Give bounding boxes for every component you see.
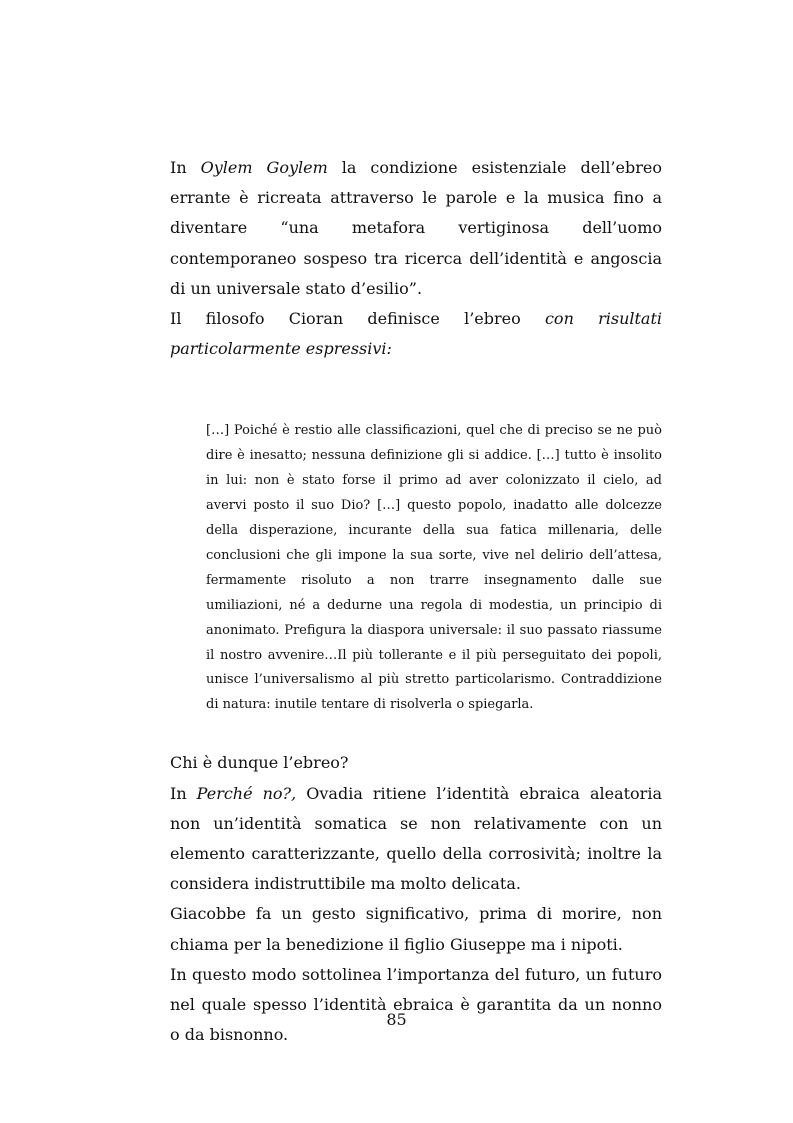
paragraph-1-lead: In [170,158,201,177]
paragraph-giacobbe: Giacobbe fa un gesto significativo, prima di morire, non chiama per la benedizione il figlio Giuseppe ma i nipoti. [170,904,662,954]
block-quote: […] Poiché è restio alle classificazioni, quel che di preciso se ne può dire è inesatto; nessuna definizione gli si addice. […] tutto è insolito in lui: non è stato forse il primo ad aver colonizzato il cielo, ad avervi posto il suo Dio? […] questo popolo, inadatto alle dolcezze della disperazione, incurante della sua fatica millenaria, delle conclusioni che gli impone la sua sorte, vive nel delirio dell’attesa, fermamente risoluto a non trarre insegnamento dalle sue umiliazioni, né a dedurne una regola di modestia, un principio di anonimato. Prefigura la diaspora universale: il suo passato riassume il nostro avvenire…Il più tollerante e il più perseguitato dei popoli, unisce l’universalismo al più stretto particolarismo. Contraddizione di natura: inutile tentare di risolverla o spiegarla. [206,423,662,713]
paragraph-futuro: In questo modo sottolinea l’importanza del futuro, un futuro nel quale spesso l’identità ebraica è garantita da un nonno o da bisnonno. [170,964,662,1045]
question-line: Chi è dunque l’ebreo? [170,753,349,773]
paragraph-2-lead: Il filosofo Cioran definisce l’ebreo [170,309,545,329]
work-title-perche-no: Perché no?, [196,783,297,803]
page-body [170,153,662,1050]
paragraph-2-italic: con risultati particolarmente espressivi: [170,309,663,359]
paragraph-cioran [170,304,662,364]
paragraph-3-text: Ovadia ritiene l’identità ebraica aleatoria non un’identità somatica se non relativamente con un elemento caratterizzante, quello della corrosività; inoltre la considera indistruttibile ma molto delicata. [170,783,662,894]
work-title-oylem-goylem: Oylem Goylem [200,158,328,177]
page-number: 85 [386,1010,407,1029]
paragraph-oylem-goylem [170,153,662,304]
paragraph-perche-no [170,779,662,900]
paragraph-1-text: la condizione esistenziale dell’ebreo errante è ricreata attraverso le parole e la musica fino a diventare “una metafora vertiginosa dell’uomo contemporaneo sospeso tra ricerca dell’identità e angoscia di un universale stato d’esilio”. [170,158,662,298]
paragraph-3-lead: In [170,783,197,803]
